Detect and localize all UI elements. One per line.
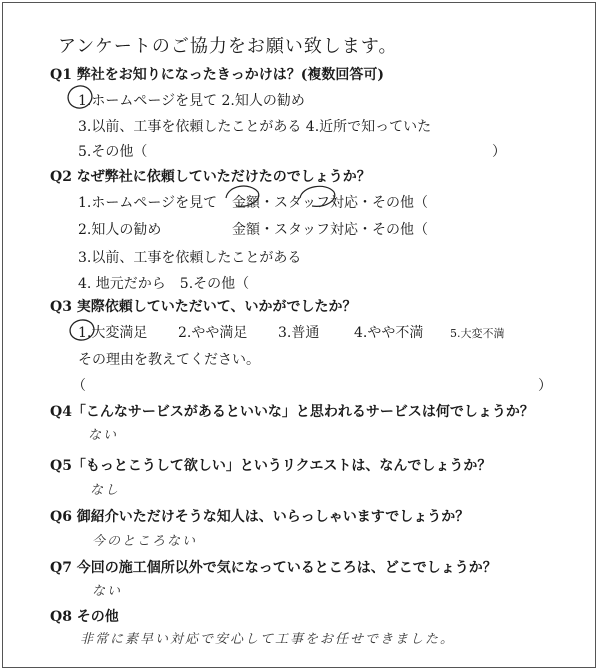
- q4-handwritten-answer: ない: [88, 428, 119, 443]
- q2-option-1: 1.ホームページを見て: [78, 195, 218, 211]
- q3-option-3: 3.普通: [278, 325, 320, 341]
- q2-option-2: 2.知人の勧め: [78, 222, 162, 238]
- q8-handwritten-answer: 非常に素早い対応で安心して工事をお任せできました。: [80, 632, 456, 647]
- q7-handwritten-answer: ない: [92, 584, 123, 599]
- q3-option-5: 5.大変不満: [450, 327, 505, 340]
- q3-option-2: 2.やや満足: [178, 325, 248, 341]
- q3-question: Q3 実際依頼していただいて、いかがでしたか？: [50, 299, 357, 315]
- survey-title: アンケートのご協力をお願い致します。: [58, 36, 398, 57]
- q2-option-3: 3.以前、工事を依頼したことがある: [78, 250, 302, 266]
- q3-option-1: 1.大変満足: [78, 325, 148, 341]
- q5-question: Q5「もっとこうして欲しい」というリクエストは、なんでしょうか？: [50, 458, 492, 474]
- q3-paren-open: （: [72, 378, 86, 394]
- q3-option-4: 4.やや不満: [354, 325, 424, 341]
- q1-question: Q1 弊社をお知りになったきっかけは？(複数回答可): [50, 67, 385, 83]
- q2-option-4-5: 4. 地元だから 5.その他（: [78, 276, 250, 292]
- q2-option-2-detail: 金額・スタッフ対応・その他（: [232, 222, 428, 238]
- q1-option-row-3: 5.その他（: [78, 144, 148, 160]
- q8-question: Q8 その他: [50, 609, 119, 625]
- q1-paren-close: ）: [492, 144, 506, 160]
- q3-paren-close: ）: [538, 378, 552, 394]
- q3-reason-prompt: その理由を教えてください。: [78, 352, 260, 368]
- q6-handwritten-answer: 今のところない: [92, 534, 198, 549]
- q2-option-1-detail: 金額・スタッフ対応・その他（: [232, 195, 428, 211]
- q4-question: Q4「こんなサービスがあるといいな」と思われるサービスは何でしょうか？: [50, 404, 534, 420]
- q5-handwritten-answer: なし: [90, 483, 121, 498]
- q7-question: Q7 今回の施工個所以外で気になっているところは、どこでしょうか？: [50, 560, 497, 576]
- q2-question: Q2 なぜ弊社に依頼していただけたのでしょうか？: [50, 169, 371, 185]
- q1-option-row-2: 3.以前、工事を依頼したことがある 4.近所で知っていた: [78, 119, 432, 135]
- q1-option-row-1: 1.ホームページを見て 2.知人の勧め: [78, 93, 305, 109]
- q6-question: Q6 御紹介いただけそうな知人は、いらっしゃいますでしょうか？: [50, 509, 470, 525]
